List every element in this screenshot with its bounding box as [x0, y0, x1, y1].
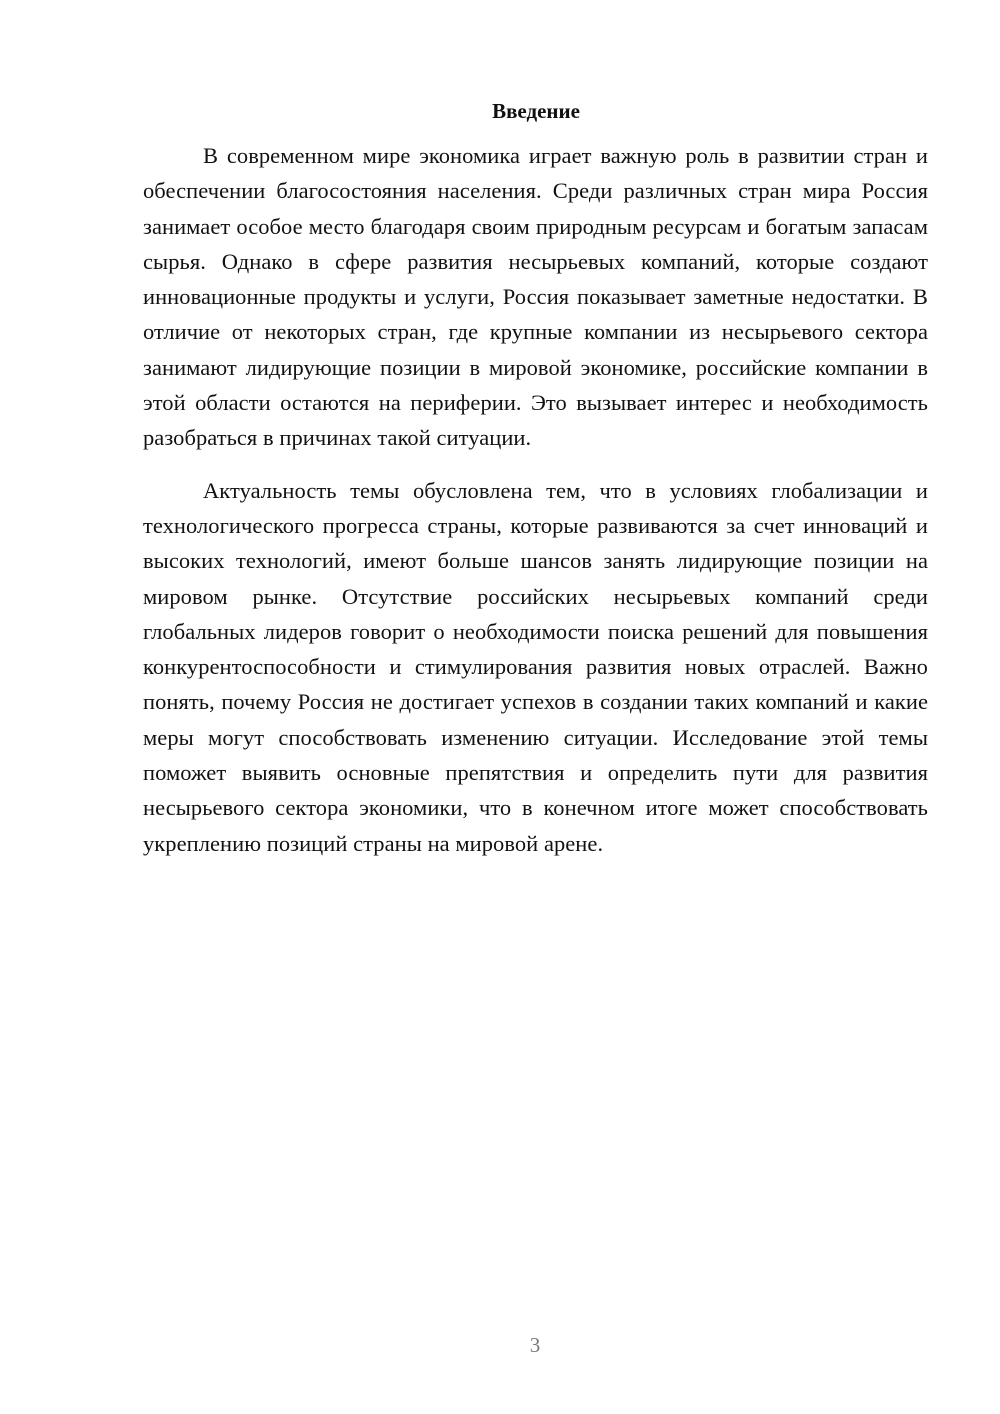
paragraph-relevance: Актуальность темы обусловлена тем, что в условиях глобализации и технологического прогресса страны, которые развиваются за счет инноваций и высоких технологий, имеют больше шансов занять лидирующие позиции на мировом рынке. Отсутствие российских несырьевых компаний среди глобальных лидеров говорит о необходимости поиска решений для повышения конкурентоспособности и стимулирования развития новых отраслей. Важно понять, почему Россия не достигает успехов в создании таких компаний и какие меры могут способствовать изменению ситуации. Исследование этой темы поможет выявить основные препятствия и определить пути для развития несырьевого сектора экономики, что в конечном итоге может способствовать укреплению позиций страны на мировой арене. — [143, 477, 928, 856]
paragraph-introduction: В современном мире экономика играет важную роль в развитии стран и обеспечении благосостояния населения. Среди различных стран мира Россия занимает особое место благодаря своим природным ресурсам и богатым запасам сырья. Однако в сфере развития несырьевых компаний, которые создают инновационные продукты и услуги, Россия показывает заметные недостатки. В отличие от некоторых стран, где крупные компании из несырьевого сектора занимают лидирующие позиции в мировой экономике, российские компании в этой области остаются на периферии. Это вызывает интерес и необходимость разобраться в причинах такой ситуации. — [143, 143, 928, 451]
page-number: 3 — [529, 1333, 541, 1357]
section-heading: Введение — [492, 99, 580, 123]
page-content — [143, 96, 928, 861]
